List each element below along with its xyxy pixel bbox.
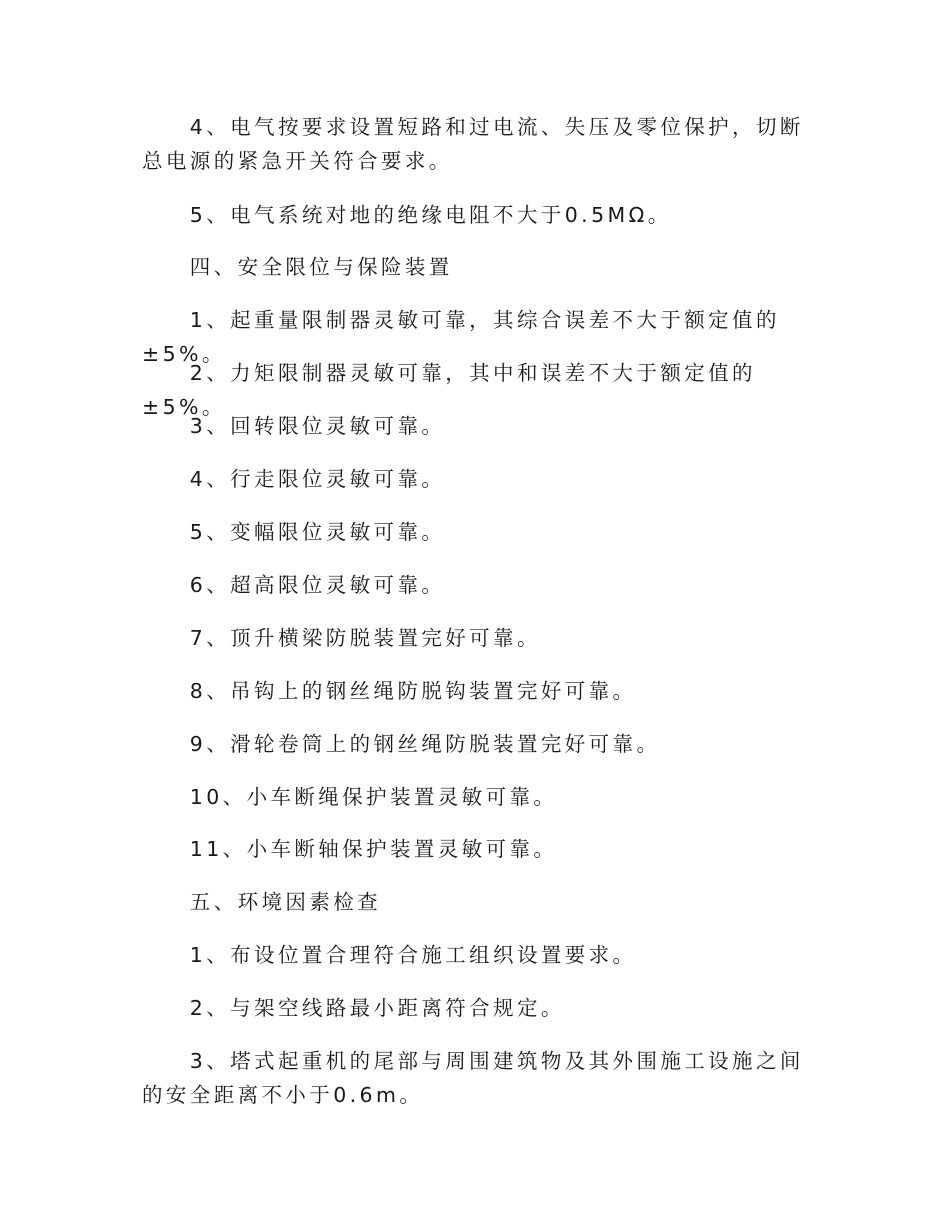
paragraph-slewing-limit: 3、回转限位灵敏可靠。 — [142, 414, 446, 438]
paragraph-trolley-rope: 10、小车断绳保护装置灵敏可靠。 — [142, 785, 558, 809]
paragraph-luffing-limit: 5、变幅限位灵敏可靠。 — [142, 520, 446, 544]
paragraph-trolley-axle: 11、小车断轴保护装置灵敏可靠。 — [142, 837, 558, 861]
paragraph-overhead-lines: 2、与架空线路最小距离符合规定。 — [142, 996, 565, 1020]
paragraph-torque-limiter: 2、力矩限制器灵敏可靠，其中和误差不大于额定值的±5%。 — [142, 361, 756, 419]
paragraph-climbing-beam: 7、顶升横梁防脱装置完好可靠。 — [142, 626, 541, 650]
paragraph-insulation-resistance: 5、电气系统对地的绝缘电阻不大于0.5MΩ。 — [142, 203, 672, 227]
paragraph-electrical-protection: 4、电气按要求设置短路和过电流、失压及零位保护，切断总电源的紧急开关符合要求。 — [142, 115, 804, 173]
paragraph-load-limiter: 1、起重量限制器灵敏可靠，其综合误差不大于额定值的±5%。 — [142, 308, 780, 366]
paragraph-layout-position: 1、布设位置合理符合施工组织设置要求。 — [142, 943, 637, 967]
paragraph-travel-limit: 4、行走限位灵敏可靠。 — [142, 467, 446, 491]
paragraph-hook-latch: 8、吊钩上的钢丝绳防脱钩装置完好可靠。 — [142, 679, 637, 703]
section-heading-safety-limits: 四、安全限位与保险装置 — [142, 255, 453, 279]
section-heading-environment: 五、环境因素检查 — [142, 890, 381, 914]
paragraph-pulley-drum: 9、滑轮卷筒上的钢丝绳防脱装置完好可靠。 — [142, 732, 661, 756]
paragraph-height-limit: 6、超高限位灵敏可靠。 — [142, 573, 446, 597]
paragraph-tail-clearance: 3、塔式起重机的尾部与周围建筑物及其外围施工设施之间的安全距离不小于0.6m。 — [142, 1049, 804, 1107]
